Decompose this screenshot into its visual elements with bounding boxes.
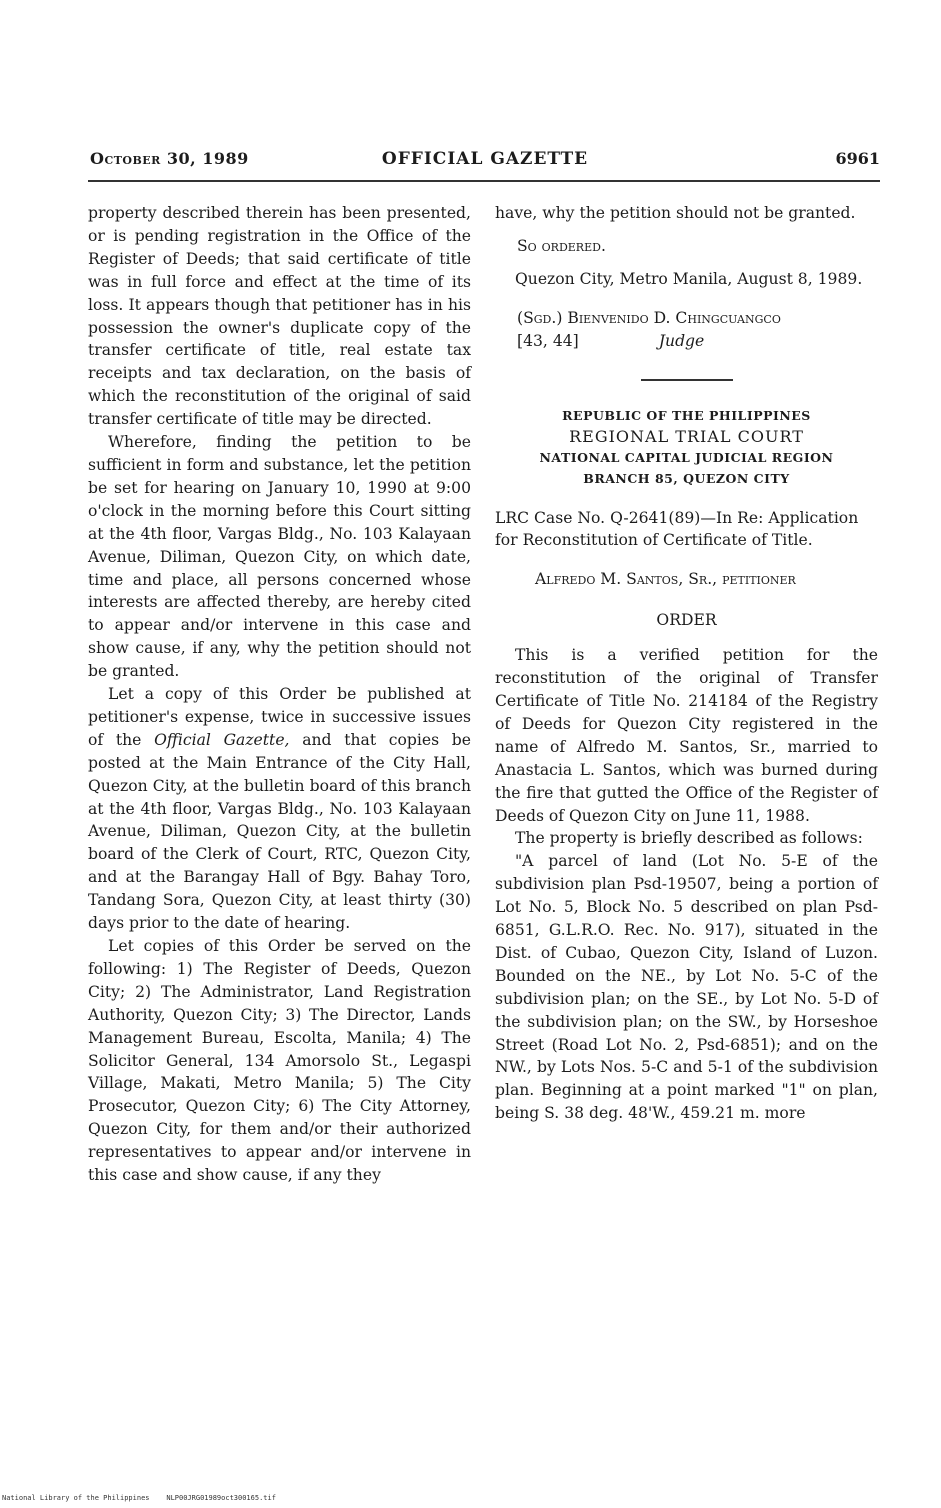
branch-heading: BRANCH 85, QUEZON CITY (583, 470, 790, 486)
region-heading: NATIONAL CAPITAL JUDICIAL REGION (539, 449, 834, 465)
publication-title: OFFICIAL GAZETTE (381, 149, 589, 169)
republic-heading: REPUBLIC OF THE PHILIPPINES (562, 407, 811, 423)
section-divider (641, 379, 733, 381)
case-title: LRC Case No. Q-2641(89)—In Re: Application for Reconstitution of Certificate of Title. (495, 508, 859, 550)
paragraph: The property is briefly described as follows: (515, 829, 863, 848)
signature-line (495, 307, 867, 330)
signature: (Sgd.) Bienvenido D. Chingcuangco (517, 308, 781, 327)
place-date: Quezon City, Metro Manila, August 8, 1989. (515, 269, 863, 288)
court-heading: REGIONAL TRIAL COURT (569, 426, 804, 446)
so-ordered: So ordered. (517, 236, 606, 255)
petitioner-line: Alfredo M. Santos, Sr., petitioner (535, 570, 796, 589)
publication-name: Official Gazette, (154, 730, 290, 749)
reference-numbers: [43, 44] (517, 331, 579, 350)
left-column (88, 202, 471, 1187)
signature-refs (495, 330, 878, 353)
paragraph: Wherefore, finding the petition to be sufficient in form and substance, let the petition be set for hearing on January 10, 1990 at 9:00 o'clock in the morning before this Court sitting at the 4th floor, Vargas Bldg., No. 103 Kalayaan Avenue, Diliman, Quezon City, on which date, time and place, all persons concerned whose interests are affected thereby, are hereby cited to appear and/or intervene in this case and show cause, if any, why the petition should not be granted. (88, 433, 471, 681)
scan-source-footer: National Library of the Philippines NLP00JRG01989oct300165.tif (2, 1494, 276, 1502)
paragraph: property described therein has been presented, or is pending registration in the Office of the Register of Deeds; that said certificate of title was in full force and effect at the time of its loss. It appears though that petitioner has in his possession the owner's duplicate copy of the transfer certificate of title, real estate tax receipts and tax declaration, on the basis of which the reconstitution of the original of said transfer certificate of title may be directed. (88, 204, 471, 429)
paragraph: Let a copy of this Order be published at petitioner's expense, twice in successive issues of the Official Gazette, and that copies be posted at the Main Entrance of the City Hall, Quezon City, at the bulletin board of this branch at the 4th floor, Vargas Bldg., No. 103 Kalayaan Avenue, Diliman, Quezon City, at the bulletin board of the Clerk of Court, RTC, Quezon City, and at the Barangay Hall of Bgy. Bahay Toro, Tandang Sora, Quezon City, at least thirty (30) days prior to the date of hearing. (88, 685, 471, 933)
paragraph: Let copies of this Order be served on the following: 1) The Register of Deeds, Quezon City; 2) The Administrator, Land Registration Authority, Quezon City; 3) The Director, Lands Management Bureau, Escolta, Manila; 4) The Solicitor General, 134 Amorsolo St., Legaspi Village, Makati, Metro Manila; 5) The City Prosecutor, Quezon City; 6) The City Attorney, Quezon City, for them and/or their authorized representatives to appear and/or intervene in this case and show cause, if any they (88, 937, 471, 1185)
paragraph: "A parcel of land (Lot No. 5-E of the subdivision plan Psd-19507, being a portion of Lot No. 5, Block No. 5 described on plan Psd-6851, G.L.R.O. Rec. No. 917), situated in the Dist. of Cubao, Quezon City, Island of Luzon. Bounded on the NE., by Lot No. 5-C of the subdivision plan; on the SE., by Lot No. 5-D of the subdivision plan; on the SW., by Horseshoe Street (Road Lot No. 2, Psd-6851); and on the NW., by Lots Nos. 5-C and 5-1 of the subdivision plan. Beginning at a point marked "1" on plan, being S. 38 deg. 48'W., 459.21 m. more (495, 852, 878, 1123)
right-column (495, 202, 878, 1125)
issue-date: October 30, 1989 (90, 149, 249, 168)
order-heading: ORDER (656, 611, 717, 630)
page-number: 6961 (835, 149, 880, 168)
header-rule (88, 180, 880, 182)
judge-title: Judge (658, 331, 705, 350)
page-header (90, 149, 880, 173)
paragraph: This is a verified petition for the reconstitution of the original of Transfer Certificate of Title No. 214184 of the Registry of Deeds for Quezon City registered in the name of Alfredo M. Santos, Sr., married to Anastacia L. Santos, which was burned during the fire that gutted the Office of the Register of Deeds of Quezon City on June 11, 1988. (495, 646, 878, 825)
paragraph: have, why the petition should not be granted. (495, 204, 856, 222)
